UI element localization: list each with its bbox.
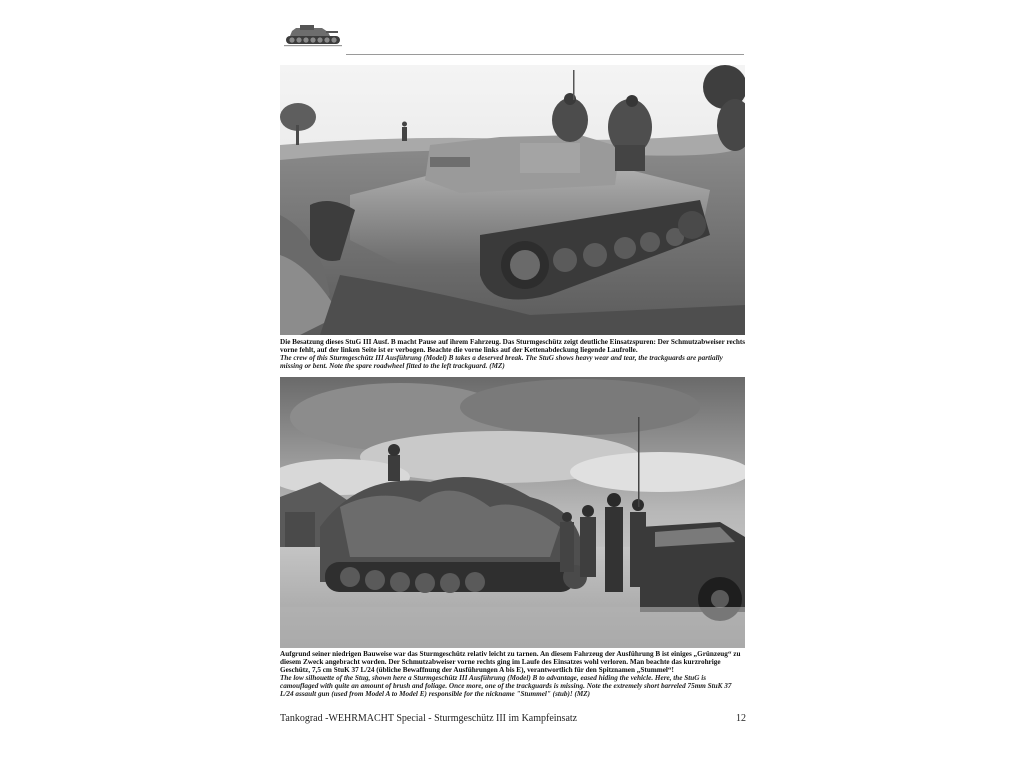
caption-english: The crew of this Sturmgeschütz III Ausführung (Model) B takes a deserved break. The StuG shows heavy wear and tear, the trackguards are partially missing or bent. Note the spare roadwheel fitted to the left trackguard. (MZ): [280, 354, 723, 371]
caption-photo-1: [280, 338, 746, 370]
photo-stug-camouflaged: [280, 377, 745, 648]
caption-german: Aufgrund seiner niedrigen Bauweise war das Sturmgeschütz relativ leicht zu tarnen. An diesem Fahrzeug der Ausführung B ist einiges „Grünzeug“ zu diesem Zweck angebracht worden. Der Schmutzabweiser vorne rechts ging im Laufe des Einsatzes wohl verloren. Man beachte das kurzrohrige Geschütz, 7,5 cm StuK 37 L/24 (übliche Bewaffnung der Ausführungen A bis E), verantwortlich für den Spitznamen „Stummel“!: [280, 650, 741, 675]
page-footer: [280, 713, 746, 727]
page-number: 12: [736, 713, 746, 724]
photo-stug-crew-break: [280, 65, 745, 335]
tank-silhouette-icon: [282, 20, 344, 52]
caption-photo-2: [280, 650, 746, 699]
caption-german: Die Besatzung dieses StuG III Ausf. B macht Pause auf ihrem Fahrzeug. Das Sturmgeschütz zeigt deutliche Einsatzspuren: Der Schmutzabweiser rechts vorne fehlt, auf der linken Seite ist er verbogen. Beachte die vorne links auf der Kettenabdeckung liegende Laufrolle.: [280, 338, 746, 355]
caption-english: The low silhouette of the Stug, shown here a Sturmgeschütz III Ausführung (Model) B to advantage, eased hiding the vehicle. Here, the StuG is camouflaged with quite an amount of brush and foliage. Once more, one of the trackguards is missing. Note the extremely short barreled 75mm StuK 37 L/24 assault gun (used from Model A to Model E) responsible for the nickname "Stummel" (stub)! (MZ): [280, 674, 732, 699]
footer-book-title: Tankograd -WEHRMACHT Special - Sturmgeschütz III im Kampfeinsatz: [280, 713, 578, 724]
header-rule: [346, 54, 744, 55]
